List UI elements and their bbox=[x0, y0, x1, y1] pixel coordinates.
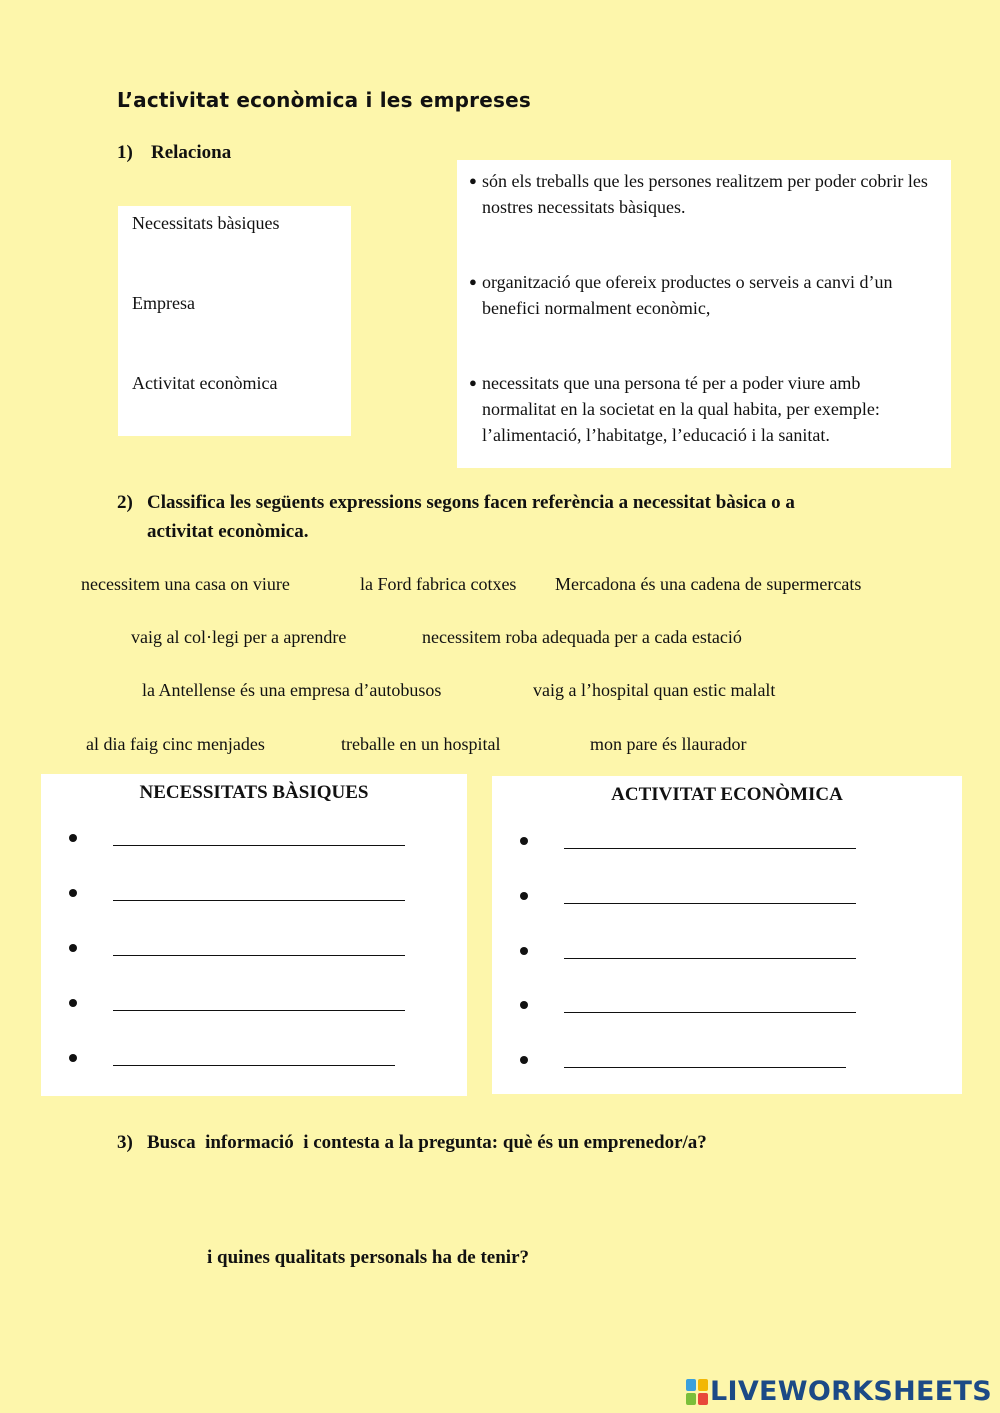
necessitats-answer-1[interactable] bbox=[69, 823, 405, 853]
phrase-10[interactable]: mon pare és llaurador bbox=[590, 734, 747, 754]
q1-number: 1) bbox=[117, 142, 133, 163]
q1-terms-box bbox=[118, 206, 351, 436]
phrase-6[interactable]: la Antellense és una empresa d’autobusos bbox=[142, 680, 442, 700]
answer-blank[interactable] bbox=[564, 834, 856, 849]
necessitats-answer-5[interactable] bbox=[69, 1043, 395, 1073]
answer-blank[interactable] bbox=[564, 998, 856, 1013]
bullet-icon bbox=[520, 837, 528, 845]
necessitats-basiques-title: NECESSITATS BÀSIQUES bbox=[139, 782, 369, 803]
activitat-economica-title: ACTIVITAT ECONÒMICA bbox=[611, 784, 843, 805]
phrase-3[interactable]: Mercadona és una cadena de supermercats bbox=[555, 574, 862, 594]
bullet-icon bbox=[69, 944, 77, 952]
answer-blank[interactable] bbox=[113, 831, 405, 846]
activitat-answer-4[interactable] bbox=[520, 990, 856, 1020]
answer-blank[interactable] bbox=[564, 944, 856, 959]
logo-square-4 bbox=[698, 1393, 708, 1405]
q3-subquestion: i quines qualitats personals ha de tenir? bbox=[207, 1247, 529, 1268]
q2-number: 2) bbox=[117, 492, 133, 513]
q2-heading-line2: activitat econòmica. bbox=[147, 521, 309, 542]
bullet-icon bbox=[69, 834, 77, 842]
phrase-5[interactable]: necessitem roba adequada per a cada estació bbox=[422, 627, 742, 647]
bullet-icon bbox=[520, 1001, 528, 1009]
definition-3-text: necessitats que una persona té per a poder viure amb normalitat en la societat en la qual habita, per exemple: l’alimentació, l’habitatge, l’educació i la sanitat. bbox=[482, 373, 880, 445]
answer-blank[interactable] bbox=[113, 886, 405, 901]
term-activitat-economica[interactable]: Activitat econòmica bbox=[132, 373, 278, 393]
answer-blank[interactable] bbox=[113, 1051, 395, 1066]
logo-square-3 bbox=[686, 1393, 696, 1405]
answer-blank[interactable] bbox=[113, 996, 405, 1011]
answer-blank[interactable] bbox=[113, 941, 405, 956]
bullet-icon bbox=[520, 1056, 528, 1064]
definition-3[interactable] bbox=[469, 370, 935, 448]
q3-heading bbox=[117, 1132, 707, 1154]
worksheet-title: L’activitat econòmica i les empreses bbox=[117, 88, 531, 112]
definition-1-text: són els treballs que les persones realitzem per poder cobrir les nostres necessitats bàsiques. bbox=[482, 171, 928, 217]
liveworksheets-logo-icon bbox=[686, 1379, 708, 1405]
phrase-8[interactable]: al dia faig cinc menjades bbox=[86, 734, 265, 754]
answer-blank[interactable] bbox=[564, 1053, 846, 1068]
activitat-answer-1[interactable] bbox=[520, 826, 856, 856]
liveworksheets-logo-text: LIVEWORKSHEETS bbox=[709, 1376, 992, 1407]
logo-square-1 bbox=[686, 1379, 696, 1391]
bullet-icon bbox=[520, 947, 528, 955]
logo-square-2 bbox=[698, 1379, 708, 1391]
bullet-icon bbox=[69, 889, 77, 897]
phrase-4[interactable]: vaig al col·legi per a aprendre bbox=[131, 627, 347, 647]
definition-2-text: organització que ofereix productes o serveis a canvi d’un benefici normalment econòmic, bbox=[482, 272, 893, 318]
answer-blank[interactable] bbox=[564, 889, 856, 904]
q1-heading bbox=[117, 142, 231, 164]
phrase-2[interactable]: la Ford fabrica cotxes bbox=[360, 574, 517, 594]
term-empresa[interactable]: Empresa bbox=[132, 293, 195, 313]
q2-heading-line1: Classifica les següents expressions segons facen referència a necessitat bàsica o a bbox=[147, 492, 795, 513]
bullet-icon: ● bbox=[469, 173, 477, 188]
definition-1[interactable] bbox=[469, 168, 935, 220]
necessitats-answer-4[interactable] bbox=[69, 988, 405, 1018]
activitat-answer-2[interactable] bbox=[520, 881, 856, 911]
necessitats-answer-2[interactable] bbox=[69, 878, 405, 908]
q1-heading-text: Relaciona bbox=[151, 142, 232, 163]
definition-2[interactable] bbox=[469, 269, 935, 321]
q1-definitions-box bbox=[457, 160, 951, 468]
phrase-1[interactable]: necessitem una casa on viure bbox=[81, 574, 290, 594]
necessitats-basiques-box bbox=[41, 774, 467, 1096]
activitat-economica-box bbox=[492, 776, 962, 1094]
bullet-icon bbox=[69, 999, 77, 1007]
term-necessitats-basiques[interactable]: Necessitats bàsiques bbox=[132, 213, 280, 233]
q3-number: 3) bbox=[117, 1132, 133, 1153]
necessitats-answer-3[interactable] bbox=[69, 933, 405, 963]
phrase-9[interactable]: treballe en un hospital bbox=[341, 734, 501, 754]
activitat-answer-5[interactable] bbox=[520, 1045, 846, 1075]
activitat-answer-3[interactable] bbox=[520, 936, 856, 966]
liveworksheets-logo bbox=[686, 1376, 992, 1407]
phrase-7[interactable]: vaig a l’hospital quan estic malalt bbox=[533, 680, 776, 700]
q3-heading-text: Busca informació i contesta a la pregunta: què és un emprenedor/a? bbox=[147, 1132, 707, 1153]
bullet-icon: ● bbox=[469, 375, 477, 390]
bullet-icon: ● bbox=[469, 274, 477, 289]
bullet-icon bbox=[520, 892, 528, 900]
q2-heading bbox=[117, 488, 917, 546]
bullet-icon bbox=[69, 1054, 77, 1062]
